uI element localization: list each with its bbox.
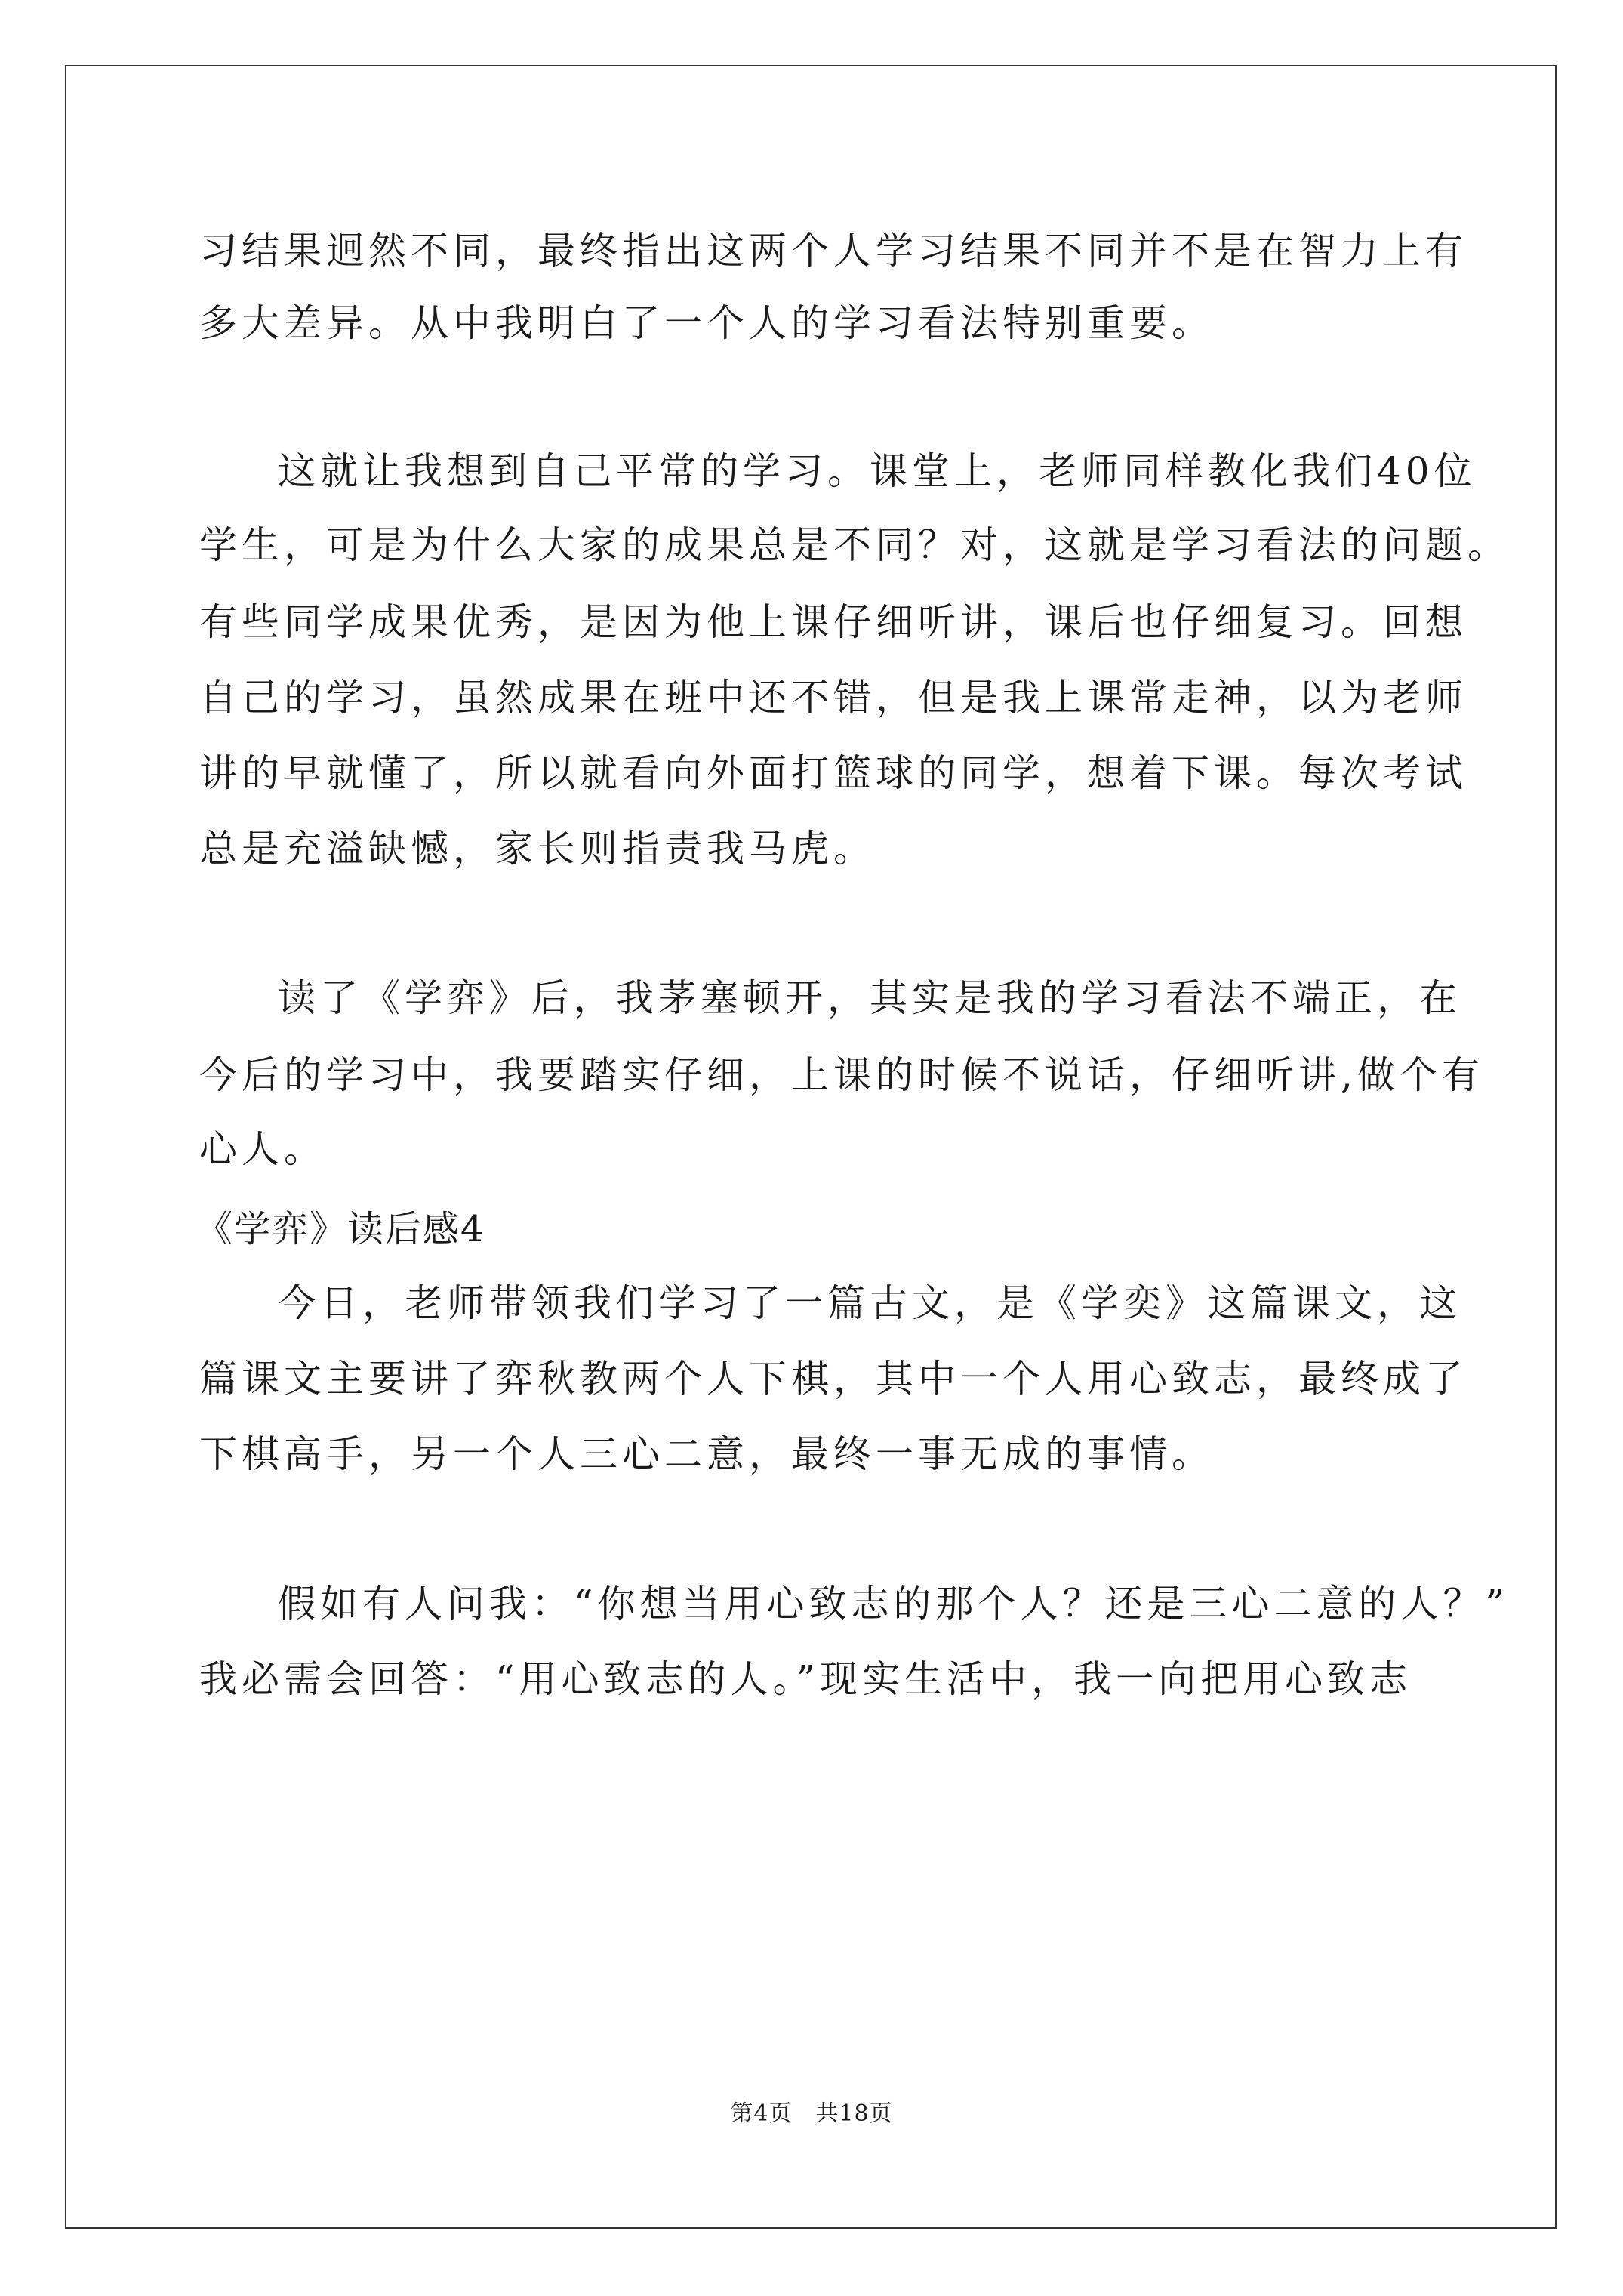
- text-line: 心人。: [199, 1127, 326, 1171]
- text-line: 今日，老师带领我们学习了一篇古文，是《学奕》这篇课文，这: [278, 1281, 1461, 1325]
- text-line: 读了《学弈》后，我茅塞顿开，其实是我的学习看法不端正，在: [278, 976, 1461, 1020]
- text-line: 讲的早就懂了，所以就看向外面打篮球的同学，想着下课。每次考试: [199, 751, 1467, 795]
- text-line: 篇课文主要讲了弈秋教两个人下棋，其中一个人用心致志，最终成了: [199, 1357, 1467, 1401]
- text-line: 学生，可是为什么大家的成果总是不同？对，这就是学习看法的问题。: [199, 523, 1510, 567]
- text-line: 下棋高手，另一个人三心二意，最终一事无成的事情。: [199, 1432, 1214, 1476]
- text-line: 习结果迥然不同，最终指出这两个人学习结果不同并不是在智力上有: [199, 229, 1467, 273]
- text-line: 我必需会回答：“用心致志的人。”现实生活中，我一向把用心致志: [199, 1657, 1412, 1701]
- text-line: 总是充溢缺憾，家长则指责我马虎。: [199, 827, 876, 871]
- text-line: 今后的学习中，我要踏实仔细，上课的时候不说话，仔细听讲,做个有: [199, 1053, 1484, 1097]
- text-line: 自己的学习，虽然成果在班中还不错，但是我上课常走神，以为老师: [199, 676, 1467, 720]
- section-heading: 《学弈》读后感4: [196, 1208, 485, 1250]
- text-line: 假如有人问我：“你想当用心致志的那个人？还是三心二意的人？”: [278, 1582, 1510, 1626]
- page-number-footer: 第4页 共18页: [730, 2100, 893, 2127]
- text-line: 有些同学成果优秀，是因为他上课仔细听讲，课后也仔细复习。回想: [199, 600, 1467, 644]
- text-line: 多大差异。从中我明白了一个人的学习看法特别重要。: [199, 301, 1214, 345]
- text-line: 这就让我想到自己平常的学习。课堂上，老师同样教化我们40位: [278, 449, 1477, 493]
